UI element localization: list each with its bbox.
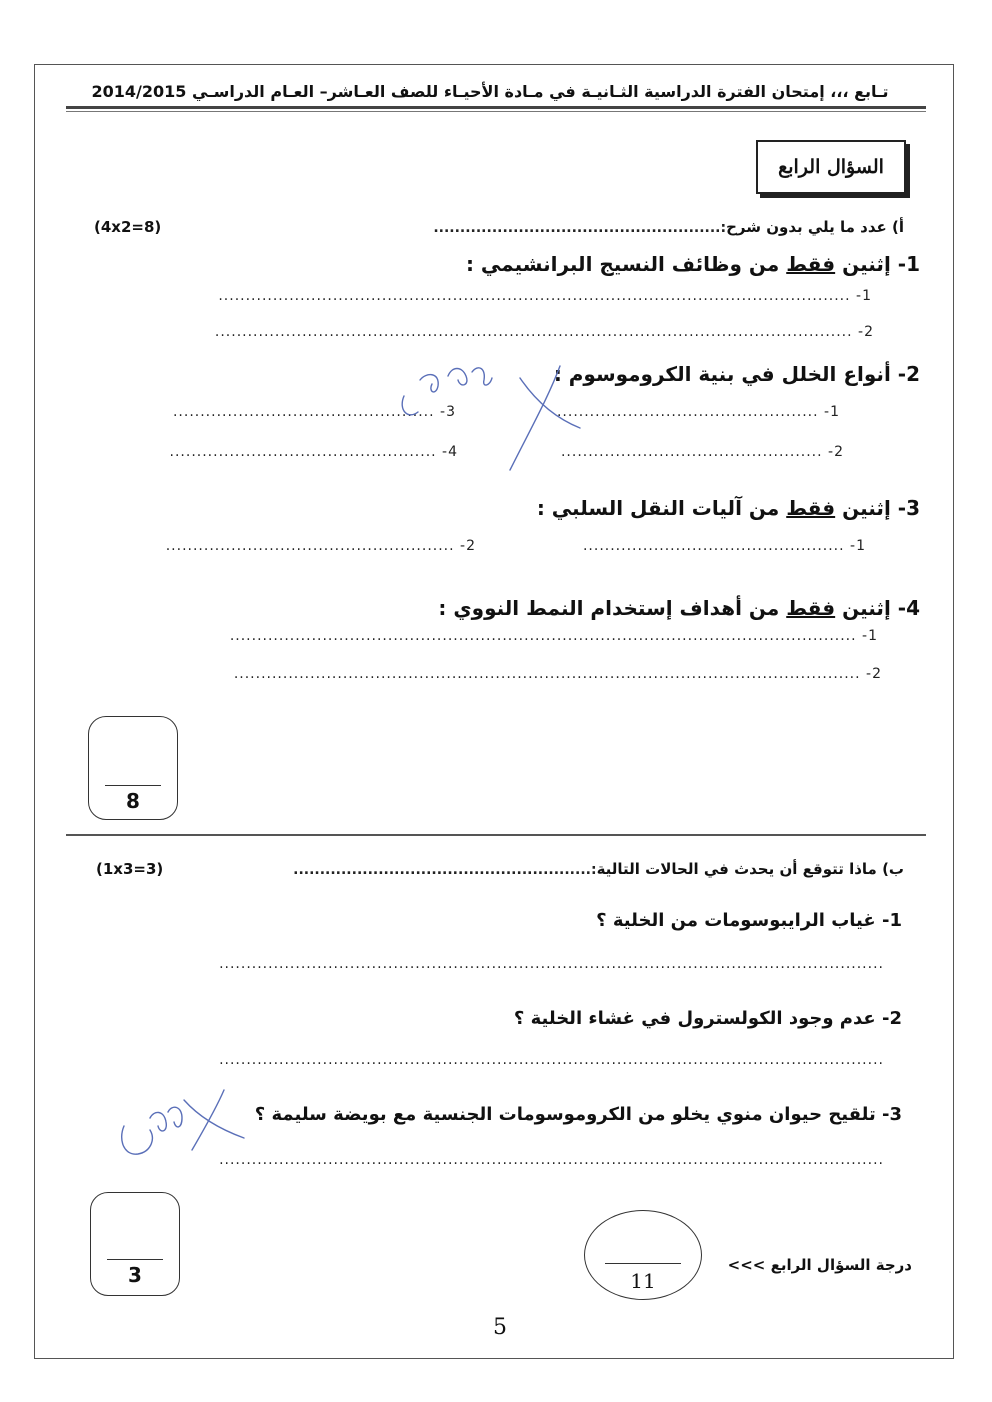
answer-line[interactable]: ................................................. -4 [169, 444, 458, 460]
section-b-marks: (1x3=3) [96, 860, 164, 878]
answer-line[interactable]: ..................................................................................................................... -2 [214, 324, 874, 340]
answer-line[interactable]: .......................................................................................................................... [219, 956, 884, 972]
question-a2: 2- أنواع الخلل في بنية الكروموسوم : [553, 362, 920, 386]
total-score: 11 [630, 1269, 656, 1293]
question-b1: 1- غياب الرايبوسومات من الخلية ؟ [596, 910, 902, 931]
answer-line[interactable]: .................................................................................................................... -1 [218, 288, 872, 304]
question-a4: 4- إثنين فقط من أهداف إستخدام النمط النووي : [438, 596, 920, 620]
answer-line[interactable]: ................................................ -1 [582, 538, 866, 554]
question-b3: 3- تلقيح حيوان منوي يخلو من الكروموسومات الجنسية مع بويضة سليمة ؟ [254, 1104, 902, 1125]
section-a-heading: أ) عدد ما يلي بدون شرح:...................................................... [433, 218, 904, 236]
handwriting-icon [402, 368, 492, 415]
section-b-heading: ب) ماذا تتوقع أن يحدث في الحالات التالية:........................................................ [293, 860, 904, 878]
handwriting-icon [122, 1107, 182, 1154]
answer-line[interactable]: .......................................................................................................................... [219, 1052, 884, 1068]
question-a3: 3- إثنين فقط من آليات النقل السلبي : [536, 496, 920, 520]
question-b2: 2- عدم وجود الكولسترول في غشاء الخلية ؟ [513, 1008, 902, 1029]
answer-line[interactable]: ................................................................................................................... -2 [233, 666, 882, 682]
question-a1: 1- إثنين فقط من وظائف النسيج البرانشيمي : [465, 252, 920, 276]
cross-mark-icon [184, 1100, 244, 1138]
question-title: السؤال الرابع [756, 140, 906, 194]
score-a: 8 [126, 789, 140, 813]
page-number: 5 [493, 1315, 507, 1340]
score-b: 3 [128, 1263, 142, 1287]
section-a-marks: (4x2=8) [94, 218, 162, 236]
answer-line[interactable]: ..................................................... -2 [165, 538, 476, 554]
answer-line[interactable]: ................................................ -2 [560, 444, 844, 460]
cross-mark-icon [520, 378, 580, 428]
answer-line[interactable]: .......................................................................................................................... [219, 1152, 884, 1168]
answer-line[interactable]: ................................................................................................................... -1 [229, 628, 878, 644]
answer-line[interactable]: ................................................ -3 [172, 404, 456, 420]
total-label: درجة السؤال الرابع <<< [727, 1256, 912, 1274]
cross-mark-icon [510, 366, 560, 470]
answer-line[interactable]: ................................................ -1 [556, 404, 840, 420]
page-header: تـابع ،،، إمتحان الفترة الدراسية الثـانيـة في مـادة الأحيـاء للصف العـاشر– العـام الدراسـي 2014/2015 [91, 82, 889, 101]
